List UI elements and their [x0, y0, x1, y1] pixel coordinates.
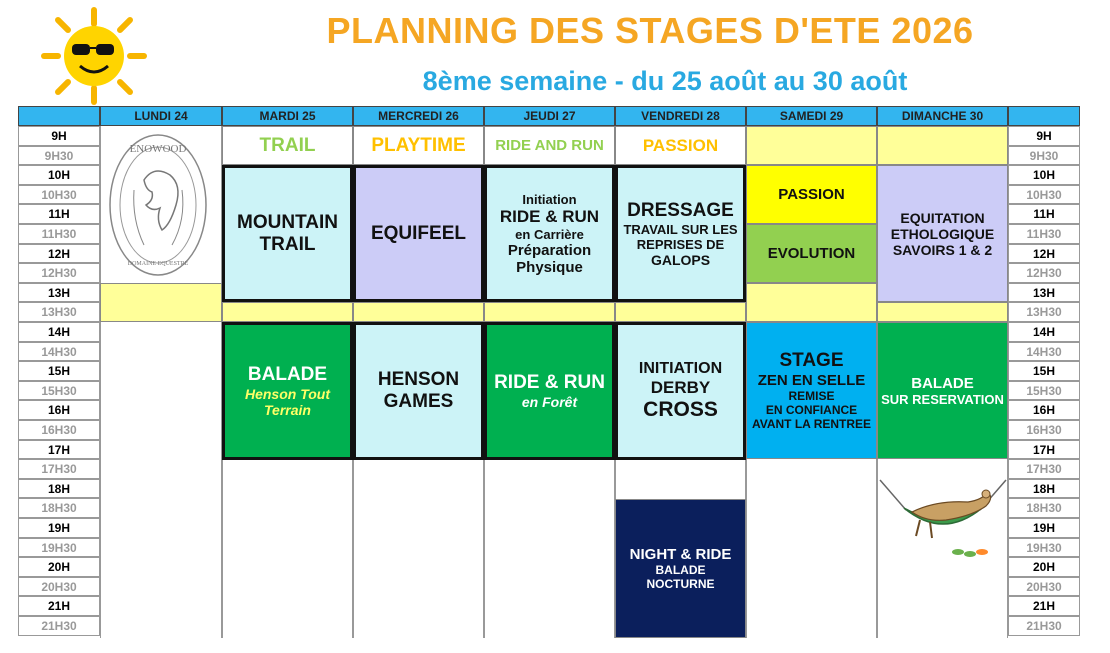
theme-jeudi: RIDE AND RUN [484, 126, 615, 165]
jeudi-lunch-slot [484, 302, 615, 322]
activity-equitation-ethologique: EQUITATION ETHOLOGIQUE SAVOIRS 1 & 2 [877, 165, 1008, 302]
header-day-lundi: LUNDI 24 [100, 106, 222, 126]
time-label-right: 9H30 [1008, 146, 1080, 166]
mercredi-lunch-slot [353, 302, 484, 322]
time-label-left: 19H [18, 518, 100, 538]
svg-text:DOMAINE EQUESTRE: DOMAINE EQUESTRE [127, 261, 189, 267]
activity-equifeel: EQUIFEEL [353, 165, 484, 302]
time-label-left: 20H30 [18, 577, 100, 597]
header-day-mardi: MARDI 25 [222, 106, 353, 126]
time-label-left: 11H30 [18, 224, 100, 244]
theme-vendredi: PASSION [615, 126, 746, 165]
hammock-horse-icon [876, 470, 1010, 566]
time-label-left: 10H [18, 165, 100, 185]
time-label-left: 14H [18, 322, 100, 342]
time-label-right: 17H30 [1008, 459, 1080, 479]
time-label-left: 13H30 [18, 302, 100, 322]
theme-dimanche-empty [877, 126, 1008, 165]
time-label-left: 13H [18, 283, 100, 303]
time-label-right: 18H30 [1008, 498, 1080, 518]
activity-mountain-trail: MOUNTAIN TRAIL [222, 165, 353, 302]
header-day-jeudi: JEUDI 27 [484, 106, 615, 126]
time-label-right: 13H30 [1008, 302, 1080, 322]
activity-henson-games: HENSON GAMES [353, 322, 484, 460]
time-label-right: 21H [1008, 596, 1080, 616]
time-label-left: 19H30 [18, 538, 100, 558]
time-label-right: 14H [1008, 322, 1080, 342]
activity-balade-reservation: BALADE SUR RESERVATION [877, 322, 1008, 459]
activity-night-ride: NIGHT & RIDE BALADE NOCTURNE [615, 499, 746, 638]
sun-sunglasses-icon [38, 6, 150, 106]
page-title: PLANNING DES STAGES D'ETE 2026 [326, 10, 974, 51]
svg-text:ENOWOOD: ENOWOOD [129, 143, 187, 155]
header-corner-right [1008, 106, 1080, 126]
time-label-left: 15H30 [18, 381, 100, 401]
samedi-lunch-slot [746, 283, 877, 322]
time-label-right: 12H [1008, 244, 1080, 264]
time-label-left: 16H [18, 400, 100, 420]
time-label-left: 10H30 [18, 185, 100, 205]
header-day-vendredi: VENDREDI 28 [615, 106, 746, 126]
header-corner-left [18, 106, 100, 126]
time-label-left: 21H [18, 596, 100, 616]
time-label-right: 12H30 [1008, 263, 1080, 283]
time-label-left: 14H30 [18, 342, 100, 362]
time-label-right: 18H [1008, 479, 1080, 499]
time-label-left: 18H [18, 479, 100, 499]
activity-ride-run-foret: RIDE & RUN en Forêt [484, 322, 615, 460]
time-label-right: 14H30 [1008, 342, 1080, 362]
enowood-logo [104, 130, 212, 280]
time-label-right: 20H [1008, 557, 1080, 577]
lundi-lunch-slot [100, 283, 222, 322]
time-label-right: 13H [1008, 283, 1080, 303]
activity-ride-run-initiation: Initiation RIDE & RUN en Carrière Préparation Physique [484, 165, 615, 302]
activity-evolution: EVOLUTION [746, 224, 877, 283]
time-label-right: 21H30 [1008, 616, 1080, 636]
time-label-left: 21H30 [18, 616, 100, 636]
theme-mercredi: PLAYTIME [353, 126, 484, 165]
time-label-right: 16H [1008, 400, 1080, 420]
time-label-right: 17H [1008, 440, 1080, 460]
time-label-left: 20H [18, 557, 100, 577]
vendredi-lunch-slot [615, 302, 746, 322]
time-label-left: 12H30 [18, 263, 100, 283]
time-label-right: 10H [1008, 165, 1080, 185]
activity-passion: PASSION [746, 165, 877, 224]
time-label-left: 17H30 [18, 459, 100, 479]
time-label-left: 9H [18, 126, 100, 146]
time-label-left: 9H30 [18, 146, 100, 166]
mardi-lunch-slot [222, 302, 353, 322]
header-day-dimanche: DIMANCHE 30 [877, 106, 1008, 126]
header-day-mercredi: MERCREDI 26 [353, 106, 484, 126]
time-label-right: 15H [1008, 361, 1080, 381]
dimanche-lunch-slot [877, 302, 1008, 322]
header-day-samedi: SAMEDI 29 [746, 106, 877, 126]
time-label-left: 16H30 [18, 420, 100, 440]
time-label-left: 17H [18, 440, 100, 460]
activity-derby-cross: INITIATION DERBY CROSS [615, 322, 746, 460]
activity-balade-henson: BALADE Henson Tout Terrain [222, 322, 353, 460]
time-label-left: 15H [18, 361, 100, 381]
time-label-left: 11H [18, 204, 100, 224]
time-label-right: 10H30 [1008, 185, 1080, 205]
activity-zen-en-selle: STAGE ZEN EN SELLE REMISE EN CONFIANCE AVANT LA RENTREE [746, 322, 877, 459]
time-label-right: 11H [1008, 204, 1080, 224]
time-label-right: 20H30 [1008, 577, 1080, 597]
time-label-left: 18H30 [18, 498, 100, 518]
time-label-right: 15H30 [1008, 381, 1080, 401]
time-label-right: 16H30 [1008, 420, 1080, 440]
time-label-right: 11H30 [1008, 224, 1080, 244]
time-label-right: 9H [1008, 126, 1080, 146]
theme-samedi-empty [746, 126, 877, 165]
time-label-right: 19H [1008, 518, 1080, 538]
activity-dressage: DRESSAGE TRAVAIL SUR LES REPRISES DE GALOPS [615, 165, 746, 302]
page-subtitle: 8ème semaine - du 25 août au 30 août [422, 66, 908, 96]
time-label-left: 12H [18, 244, 100, 264]
time-label-right: 19H30 [1008, 538, 1080, 558]
theme-mardi: TRAIL [222, 126, 353, 165]
